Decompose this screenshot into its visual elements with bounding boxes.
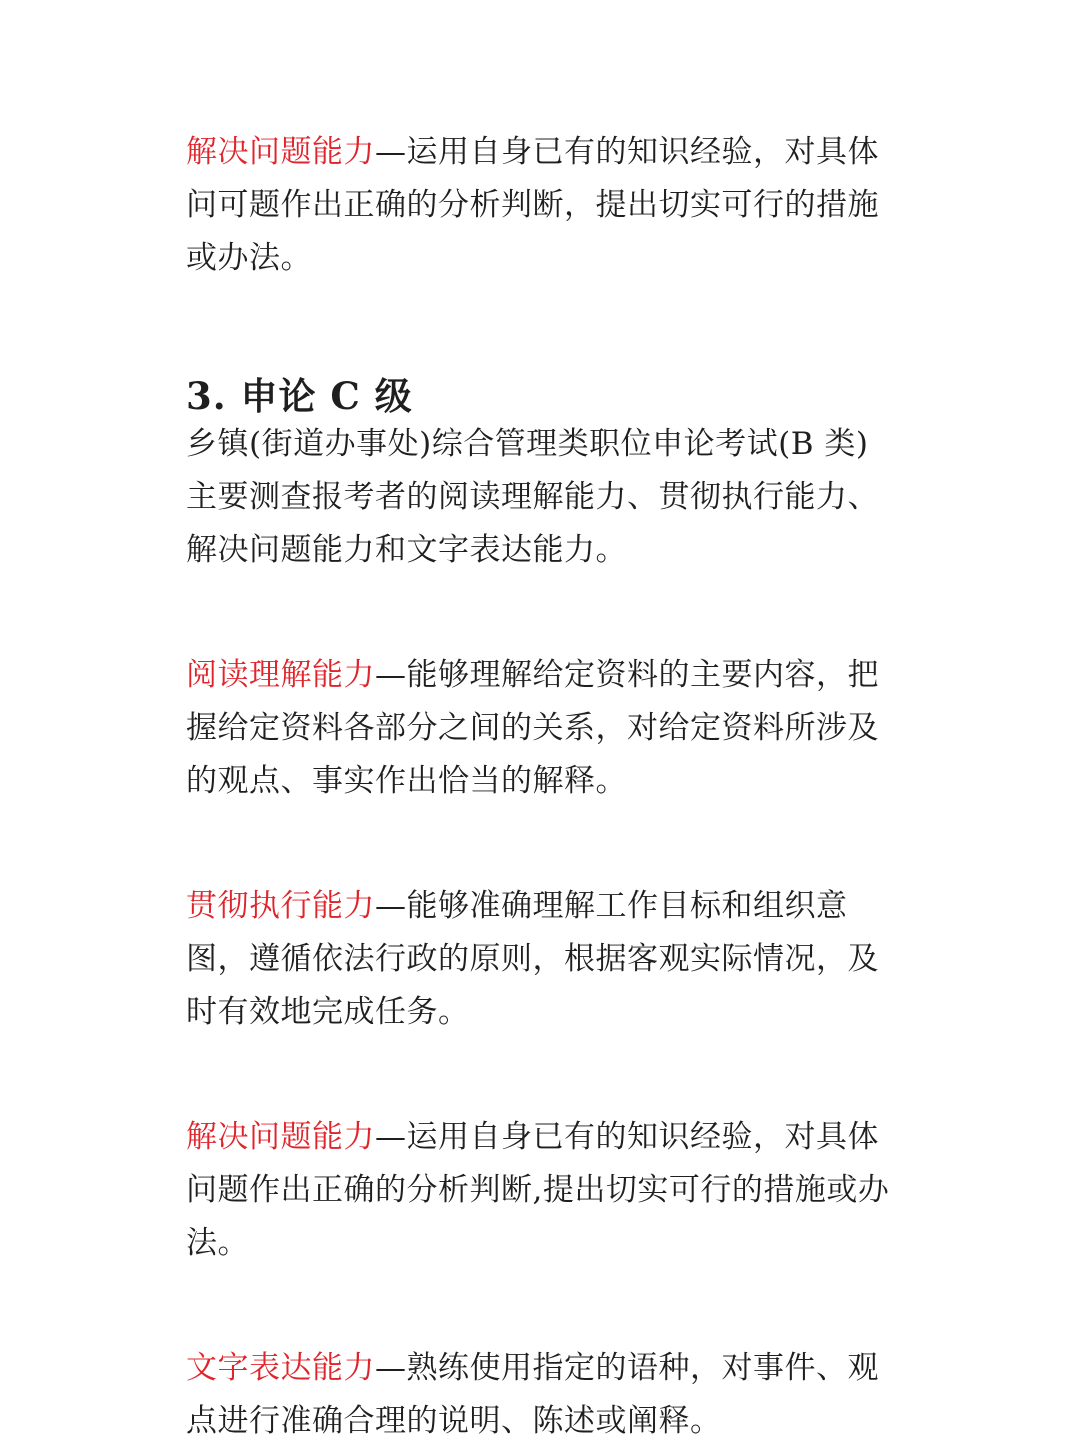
term-label: 文字表达能力 bbox=[186, 1350, 375, 1386]
paragraph-reading-comprehension bbox=[186, 649, 898, 808]
paragraph-problem-solving-1 bbox=[186, 126, 898, 285]
paragraph-writing bbox=[186, 1342, 898, 1448]
paragraph-text: —运用自身已有的知识经验，对具体问可题作出正确的分析判断，提出切实可行的措施或办法。 bbox=[186, 134, 879, 276]
document-page bbox=[186, 126, 898, 1448]
paragraph-text: —能够理解给定资料的主要内容，把握给定资料各部分之间的关系，对给定资料所涉及的观点、事实作出恰当的解释。 bbox=[186, 657, 879, 799]
paragraph-text: —能够准确理解工作目标和组织意图，遵循依法行政的原则，根据客观实际情况，及时有效地完成任务。 bbox=[186, 888, 879, 1030]
paragraph-problem-solving-2 bbox=[186, 1111, 898, 1270]
term-label: 解决问题能力 bbox=[186, 1119, 375, 1155]
paragraph-text: —运用自身已有的知识经验，对具体问题作出正确的分析判断,提出切实可行的措施或办法。 bbox=[186, 1119, 890, 1261]
term-label: 解决问题能力 bbox=[186, 134, 375, 170]
paragraph-text: —熟练使用指定的语种，对事件、观点进行准确合理的说明、陈述或阐释。 bbox=[186, 1350, 879, 1439]
intro-paragraph: 乡镇(街道办事处)综合管理类职位申论考试(B 类)主要测查报考者的阅读理解能力、贯彻执行能力、解决问题能力和文字表达能力。 bbox=[186, 426, 879, 568]
term-label: 贯彻执行能力 bbox=[186, 888, 375, 924]
section-heading: 3. 申论 C 级 bbox=[186, 374, 413, 418]
paragraph-execution bbox=[186, 880, 898, 1039]
term-label: 阅读理解能力 bbox=[186, 657, 375, 693]
